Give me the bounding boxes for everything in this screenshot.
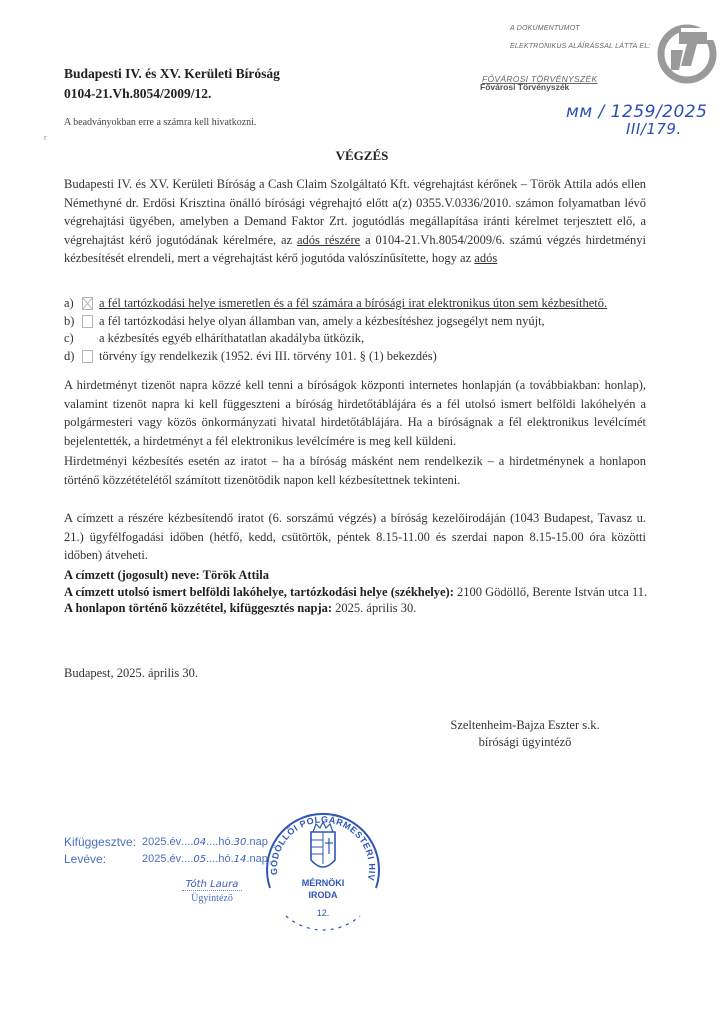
- coat-of-arms-icon: [311, 822, 335, 867]
- posted-month: 04: [193, 837, 207, 848]
- month-suffix: hó: [218, 853, 231, 865]
- stamp-ring-text: GÖDÖLLŐI POLGÁRMESTERI HIV: [268, 814, 378, 882]
- esignature-line-3: FŐVÁROSI TÖRVÉNYSZÉK: [482, 74, 598, 84]
- intro-underlined-1: adós részére: [297, 232, 361, 247]
- option-letter: d): [64, 348, 75, 363]
- pickup-paragraph: A címzett a részére kézbesítendő iratot (6. sorszámú végzés) a bíróság kezelőirodáján (1043 Budapest, Tavasz u. 21.) ügyfélfogadási időben (hétfő, kedd, csütörtök, péntek 8.15-11.00 és szerdai napon 8.15-15.00 óra közötti időben) átveheti.: [64, 511, 646, 562]
- removed-row: Levéve: 2025.év .... 05 .... hó . 14 . nap: [64, 852, 268, 866]
- intro-paragraph: [64, 175, 646, 268]
- option-a: [64, 295, 674, 313]
- recipient-address-value: 2100 Gödöllő, Berente István utca 11.: [453, 584, 648, 599]
- stamp-line-2: IRODA: [308, 890, 338, 900]
- case-number: 0104-21.Vh.8054/2009/12.: [64, 86, 212, 101]
- removed-label: Levéve:: [64, 852, 107, 866]
- publication-date-row: [64, 600, 664, 617]
- posted-row: Kifüggesztve: 2025.év .... 04 .... hó . 30 . nap: [64, 835, 268, 849]
- handwritten-reference-2: III/179.: [626, 120, 682, 138]
- month-suffix: hó: [218, 836, 231, 848]
- posting-record: [64, 834, 268, 868]
- day-suffix: nap: [249, 853, 268, 865]
- place-date: Budapest, 2025. április 30.: [64, 666, 199, 680]
- removed-year: 2025.év: [142, 853, 182, 865]
- checkbox-checked[interactable]: [82, 297, 93, 310]
- publication-date-label: A honlapon történő közzététel, kifüggesztés napja:: [64, 601, 333, 615]
- intro-underlined-2: adós: [474, 251, 498, 265]
- clerk-signature: Tóth Laura: [182, 879, 242, 891]
- stamp-number: 12.: [316, 908, 330, 918]
- reference-note: A beadványokban erre a számra kell hivatkozni.: [64, 117, 257, 128]
- publication-paragraph: A hirdetményt tizenöt napra közzé kell tenni a bíróságok központi internetes honlapján (a továbbiakban: honlap), valamint tizenöt napra ki kell függeszteni a bíróság hirdetőtáblájára és a fél utolsó ismert belföldi lakóhelyén a polgármesteri vagy közös önkormányzati hivatal hirdetőtáblájára. Ha a bíróságnak a fél elektronikus levélcímét bejelentették, a hirdetményt a fél elektronikus levélcímére is meg kell küldeni.: [64, 378, 646, 448]
- option-letter: b): [64, 313, 75, 328]
- delivery-paragraph: Hirdetményi kézbesítés esetén az iratot – ha a bíróság másként nem rendelkezik – a hirdetménynek a honlapon történő közzétételétől számított tizenötödik napon kell kézbesítettnek tekinteni.: [64, 454, 646, 487]
- option-text: a fél tartózkodási helye ismeretlen és a fél számára a bírósági irat elektronikus úton sem kézbesíthető.: [99, 296, 608, 310]
- handwritten-reference-1: ᴍᴍ / 1259/2025: [566, 102, 708, 122]
- day-suffix: nap: [249, 836, 268, 848]
- option-b: [64, 313, 674, 331]
- option-text: a kézbesítés egyéb elháríthatatlan akadályba ütközik,: [99, 331, 365, 345]
- posted-year: 2025.év: [142, 836, 182, 848]
- posted-label: Kifüggesztve:: [64, 835, 137, 849]
- option-letter: a): [64, 296, 74, 310]
- checkbox[interactable]: [82, 350, 93, 363]
- checkbox[interactable]: [82, 315, 93, 328]
- signer-block: [440, 717, 610, 751]
- publication-date-value: 2025. április 30.: [332, 601, 417, 615]
- document-title: VÉGZÉS: [335, 148, 389, 163]
- option-c: [64, 330, 674, 348]
- signer-name: Szeltenheim-Bajza Eszter s.k.: [450, 718, 600, 732]
- esignature-line-1: A DOKUMENTUMOT: [510, 25, 580, 32]
- reason-options: [64, 295, 674, 365]
- stray-mark: r: [44, 133, 47, 142]
- option-text: a fél tartózkodási helye olyan államban van, amely a kézbesítéshez jogsegélyt nem nyújt,: [99, 313, 545, 328]
- clerk-role: Ügyintéző: [191, 893, 233, 904]
- stamp-line-1: MÉRNÖKI: [301, 878, 345, 888]
- esignature-line-4: Fővárosi Törvényszék: [480, 82, 570, 92]
- option-letter: c): [64, 331, 74, 345]
- official-stamp: [256, 798, 390, 932]
- court-logo-icon: [657, 24, 717, 84]
- court-name: Budapesti IV. és XV. Kerületi Bíróság: [64, 66, 280, 81]
- option-d: [64, 348, 674, 366]
- intro-text-2: a 0104-21.Vh.8054/2009/6. számú végzés hirdetményi kézbesítését elrendeli, mert a végrehajtást kérő jogutóda valószínűsítette, hogy az: [64, 232, 647, 265]
- recipient-name-label: A címzett (jogosult) neve:: [64, 568, 200, 582]
- posted-day: 30: [233, 837, 247, 848]
- intro-text-1: Budapesti IV. és XV. Kerületi Bíróság a Cash Claim Szolgáltató Kft. végrehajtást kérőnek – Török Attila adós ellen Némethyné dr. Erdősi Krisztina önálló bírósági végrehajtó előtt a(z) 0355.V.0336/2010. számon folyamatban lévő végrehajtási ügyében, amelyben a Demand Faktor Zrt. jogutódlás megállapítása iránti kérelmet terjesztett elő, a végrehajtást kérő jogutódának kérelmére, az: [64, 177, 646, 247]
- recipient-address-row: [64, 584, 664, 601]
- recipient-name-row: [64, 567, 664, 584]
- recipient-info: [64, 567, 664, 617]
- signer-role: bírósági ügyintéző: [478, 735, 572, 749]
- option-text: törvény így rendelkezik (1952. évi III. törvény 101. § (1) bekezdés): [99, 348, 437, 363]
- recipient-address-label: A címzett utolsó ismert belföldi lakóhelye, tartózkodási helye (székhelye):: [64, 584, 454, 599]
- removed-month: 05: [193, 854, 207, 865]
- checkbox[interactable]: [82, 332, 93, 345]
- esignature-line-2: ELEKTRONIKUS ALÁÍRÁSSAL LÁTTA EL:: [510, 43, 651, 50]
- removed-day: 14: [233, 854, 247, 865]
- recipient-name-value: Török Attila: [199, 568, 269, 582]
